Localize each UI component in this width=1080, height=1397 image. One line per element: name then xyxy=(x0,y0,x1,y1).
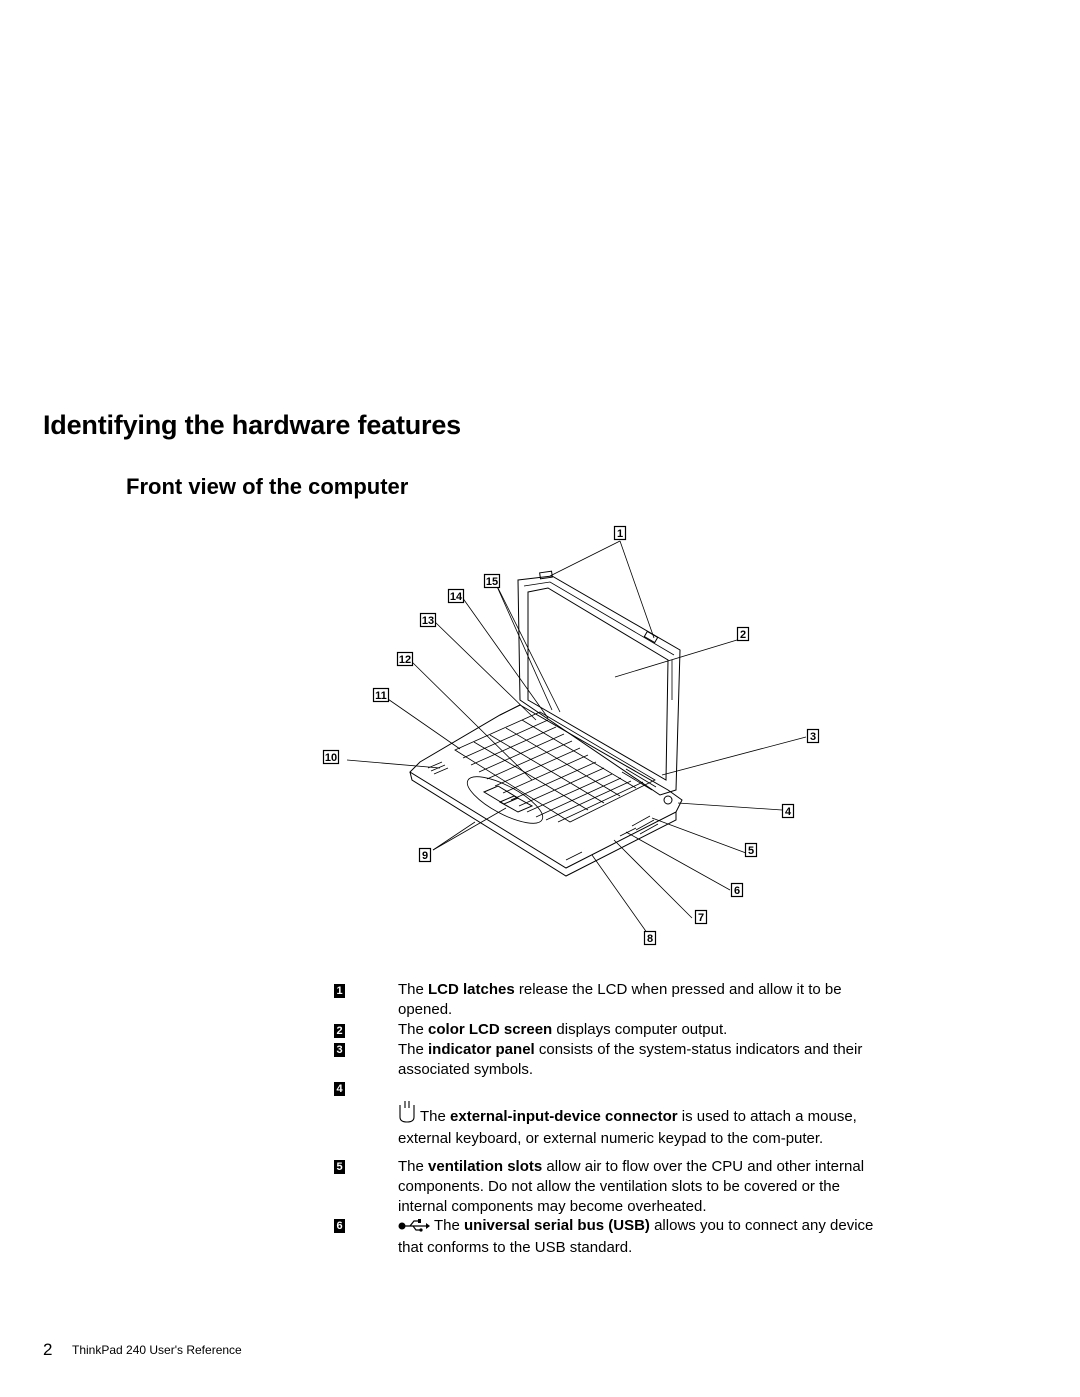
item-number-2: 2 xyxy=(334,1024,345,1038)
callout-label-15: 15 xyxy=(485,576,499,588)
callout-label-8: 8 xyxy=(646,933,654,945)
callout-label-12: 12 xyxy=(398,654,412,666)
laptop-base xyxy=(410,705,682,876)
item-number-3: 3 xyxy=(334,1043,345,1057)
callout-label-4: 4 xyxy=(784,806,792,818)
callout-label-2: 2 xyxy=(739,629,747,641)
callout-label-10: 10 xyxy=(324,752,338,764)
callout-label-3: 3 xyxy=(809,731,817,743)
page-title: Identifying the hardware features xyxy=(43,410,461,440)
item-number-1: 1 xyxy=(334,984,345,998)
callout-label-14: 14 xyxy=(449,591,463,603)
item-number-4: 4 xyxy=(334,1082,345,1096)
item-desc-usb: The universal serial bus (USB) allows you to connect any device that conforms to the USB standard. xyxy=(398,1217,874,1256)
item-number-5: 5 xyxy=(334,1160,345,1174)
item-desc-external-input-device-connector: The external-input-device connector is used to attach a mouse, external keyboard, or external numeric keypad to the com-puter. xyxy=(398,1097,878,1149)
callout-markers xyxy=(324,527,819,946)
callout-leader-lines xyxy=(347,541,806,937)
page-number: 2 xyxy=(43,1340,53,1359)
callout-label-5: 5 xyxy=(747,845,755,857)
callout-label-1: 1 xyxy=(616,528,624,540)
book-title: ThinkPad 240 User's Reference xyxy=(72,1343,242,1357)
callout-label-13: 13 xyxy=(421,615,435,627)
item-desc-ventilation-slots: The ventilation slots allow air to flow over the CPU and other internal components. Do not allow the ventilation slots to be covered or the internal components may become overheated. xyxy=(398,1158,865,1215)
callout-label-7: 7 xyxy=(697,912,705,924)
callout-label-11: 11 xyxy=(375,690,387,702)
callout-label-6: 6 xyxy=(733,885,741,897)
section-title: Front view of the computer xyxy=(126,474,409,499)
usb-icon xyxy=(398,1218,430,1238)
item-desc-lcd-latches: The LCD latches release the LCD when pressed and allow it to be opened. xyxy=(398,981,842,1018)
item-desc-color-lcd-screen: The color LCD screen displays computer output. xyxy=(398,1021,728,1038)
callout-label-9: 9 xyxy=(421,850,429,862)
lcd-lid xyxy=(518,571,680,795)
item-desc-indicator-panel: The indicator panel consists of the system-status indicators and their associated symbols. xyxy=(398,1041,863,1078)
mouse-icon xyxy=(398,1097,416,1129)
item-number-6: 6 xyxy=(334,1219,345,1233)
